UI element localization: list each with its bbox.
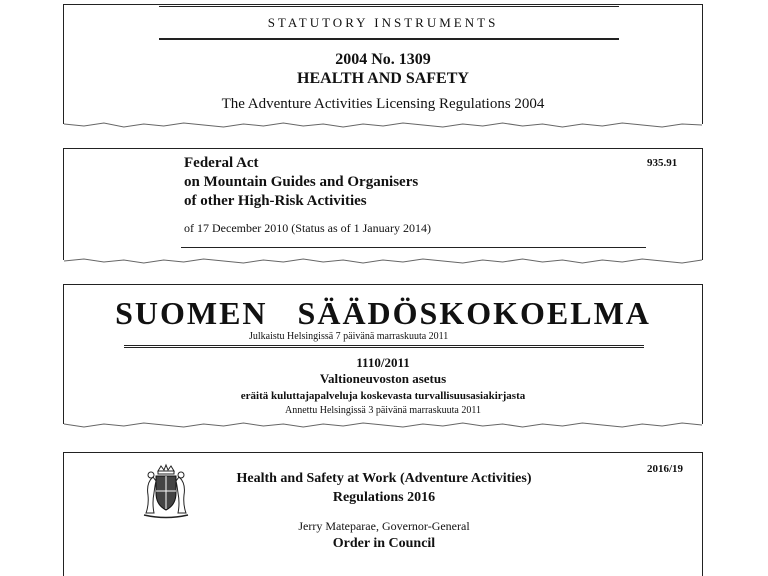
- top-rule: [159, 6, 619, 7]
- torn-edge: [64, 256, 702, 266]
- statute-number: 1110/2011: [356, 355, 410, 370]
- regulations-number: 2016/19: [647, 463, 684, 475]
- double-rule: [159, 38, 619, 40]
- act-title-line2: on Mountain Guides and Organisers: [184, 174, 419, 190]
- nz-regulations-clip: [63, 452, 703, 576]
- regulations-title-line1: Health and Safety at Work (Adventure Activities): [236, 471, 532, 486]
- torn-edge: [64, 420, 702, 430]
- given-line: Annettu Helsingissä 3 päivänä marraskuuta 2011: [285, 405, 481, 416]
- masthead: SUOMEN SÄÄDÖSKOKOELMA: [115, 295, 651, 331]
- decree-subject: eräitä kuluttajapalveluja koskevasta turvallisuusasiakirjasta: [240, 390, 526, 402]
- swiss-federal-act-clip: [63, 148, 703, 260]
- uk-statutory-instrument-clip: [63, 4, 703, 124]
- governor-general: Jerry Mateparae, Governor-General: [298, 519, 470, 533]
- sr-number: 935.91: [647, 157, 678, 169]
- finnish-statute-clip: [63, 284, 703, 424]
- published-line: Julkaistu Helsingissä 7 päivänä marraskuuta 2011: [249, 331, 449, 342]
- instrument-title: The Adventure Activities Licensing Regulations 2004: [221, 96, 545, 112]
- bottom-rule: [181, 247, 646, 248]
- order-in-council: Order in Council: [332, 536, 436, 551]
- regulations-title-line2: Regulations 2016: [332, 490, 436, 505]
- act-title-line3: of other High-Risk Activities: [184, 193, 367, 209]
- torn-edge: [64, 120, 702, 130]
- series-heading: STATUTORY INSTRUMENTS: [267, 15, 499, 30]
- double-rule: [124, 345, 644, 348]
- instrument-subject: HEALTH AND SAFETY: [297, 70, 469, 87]
- act-date: of 17 December 2010 (Status as of 1 January 2014): [184, 221, 431, 235]
- decree-title: Valtioneuvoston asetus: [319, 371, 447, 386]
- act-title-line1: Federal Act: [184, 155, 259, 171]
- instrument-number: 2004 No. 1309: [335, 51, 431, 68]
